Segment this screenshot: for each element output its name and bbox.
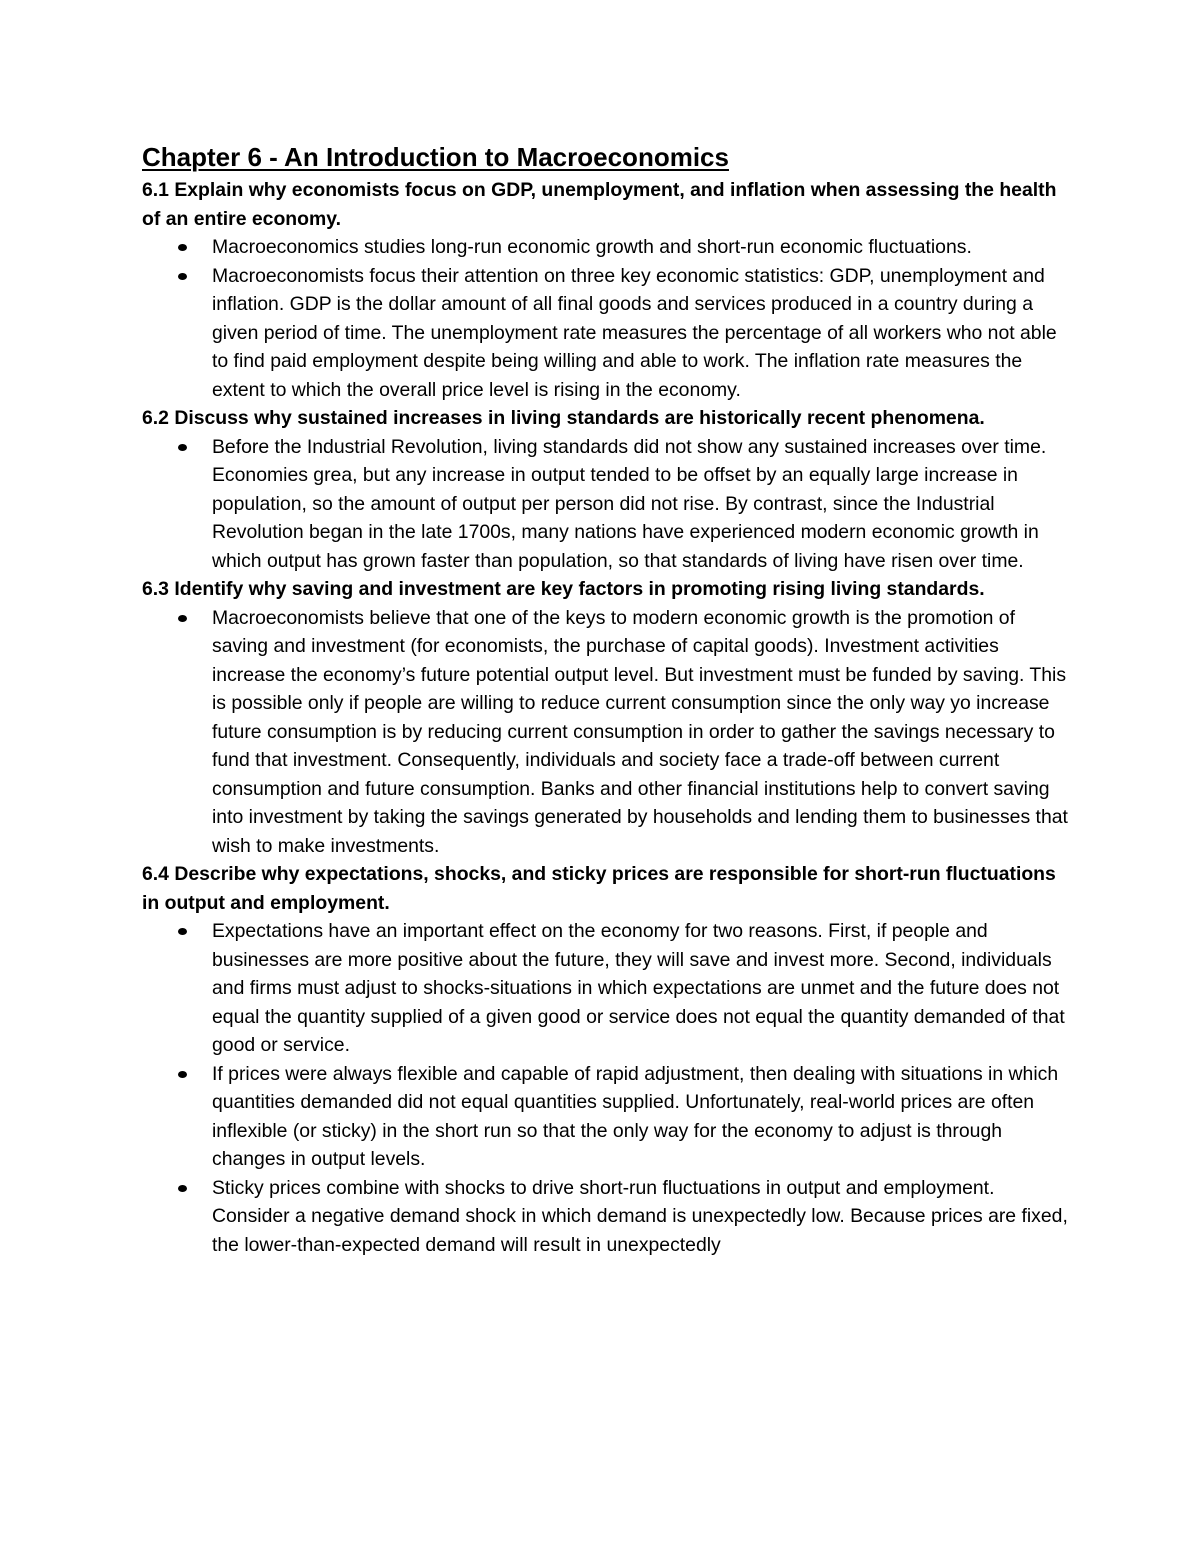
section-heading: 6.3 Identify why saving and investment are key factors in promoting rising living standards. [142, 578, 985, 600]
bullet-icon [178, 273, 187, 280]
section-6-1 [142, 176, 1072, 404]
section-6-2 [142, 404, 1072, 575]
bullet-text: Macroeconomists believe that one of the keys to modern economic growth is the promotion of saving and investment (for economists, the purchase of capital goods). Investment activities increase the economy’s future potential output level. But investment must be funded by saving. This is possible only if people are willing to reduce current consumption since the only way yo increase future consumption is by reducing current consumption in order to gather the savings necessary to fund that investment. Consequently, individuals and society face a trade-off between current consumption and future consumption. Banks and other financial institutions help to convert saving into investment by taking the savings generated by households and lending them to businesses that wish to make investments. [212, 606, 1068, 857]
bullet-icon [178, 615, 187, 622]
bullet-text: Macroeconomics studies long-run economic growth and short-run economic fluctuations. [212, 236, 972, 258]
bullet-list [142, 433, 1072, 576]
bullet-text: Sticky prices combine with shocks to drive short-run fluctuations in output and employment. Consider a negative demand shock in which demand is unexpectedly low. Because prices are fixed, the lower-than-expected demand will result in unexpectedly [212, 1176, 1068, 1256]
section-heading: 6.4 Describe why expectations, shocks, and sticky prices are responsible for short-run fluctuations in output and employment. [142, 863, 1056, 914]
bullet-icon [178, 1185, 187, 1192]
bullet-item [142, 1174, 1072, 1260]
chapter-title: Chapter 6 - An Introduction to Macroeconomics [142, 142, 729, 172]
bullet-item [142, 433, 1072, 576]
section-6-3 [142, 575, 1072, 860]
document-page [142, 138, 1072, 1259]
bullet-icon [178, 928, 187, 935]
bullet-item [142, 1060, 1072, 1174]
bullet-list [142, 604, 1072, 861]
bullet-icon [178, 244, 187, 251]
bullet-item [142, 233, 1072, 262]
bullet-item [142, 262, 1072, 405]
bullet-text: Before the Industrial Revolution, living standards did not show any sustained increases over time. Economies grea, but any increase in output tended to be offset by an equally large increase in population, so the amount of output per person did not rise. By contrast, since the Industrial Revolution began in the late 1700s, many nations have experienced modern economic growth in which output has grown faster than population, so that standards of living have risen over time. [212, 435, 1047, 572]
bullet-text: If prices were always flexible and capable of rapid adjustment, then dealing with situations in which quantities demanded did not equal quantities supplied. Unfortunately, real-world prices are often inflexible (or sticky) in the short run so that the only way for the economy to adjust is through changes in output levels. [212, 1062, 1059, 1170]
bullet-list [142, 917, 1072, 1259]
section-6-4 [142, 860, 1072, 1259]
section-heading: 6.2 Discuss why sustained increases in living standards are historically recent phenomena. [142, 407, 985, 429]
bullet-list [142, 233, 1072, 404]
bullet-text: Expectations have an important effect on the economy for two reasons. First, if people and businesses are more positive about the future, they will save and invest more. Second, individuals and firms must adjust to shocks-situations in which expectations are unmet and the future does not equal the quantity supplied of a given good or service does not equal the quantity demanded of that good or service. [212, 920, 1065, 1056]
bullet-icon [178, 1071, 187, 1078]
bullet-text: Macroeconomists focus their attention on three key economic statistics: GDP, unemployment and inflation. GDP is the dollar amount of all final goods and services produced in a country during a given period of time. The unemployment rate measures the percentage of all workers who not able to find paid employment despite being willing and able to work. The inflation rate measures the extent to which the overall price level is rising in the economy. [212, 264, 1057, 401]
bullet-icon [178, 444, 187, 451]
section-heading: 6.1 Explain why economists focus on GDP, unemployment, and inflation when assessing the health of an entire economy. [142, 179, 1057, 230]
bullet-item [142, 917, 1072, 1060]
bullet-item [142, 604, 1072, 861]
